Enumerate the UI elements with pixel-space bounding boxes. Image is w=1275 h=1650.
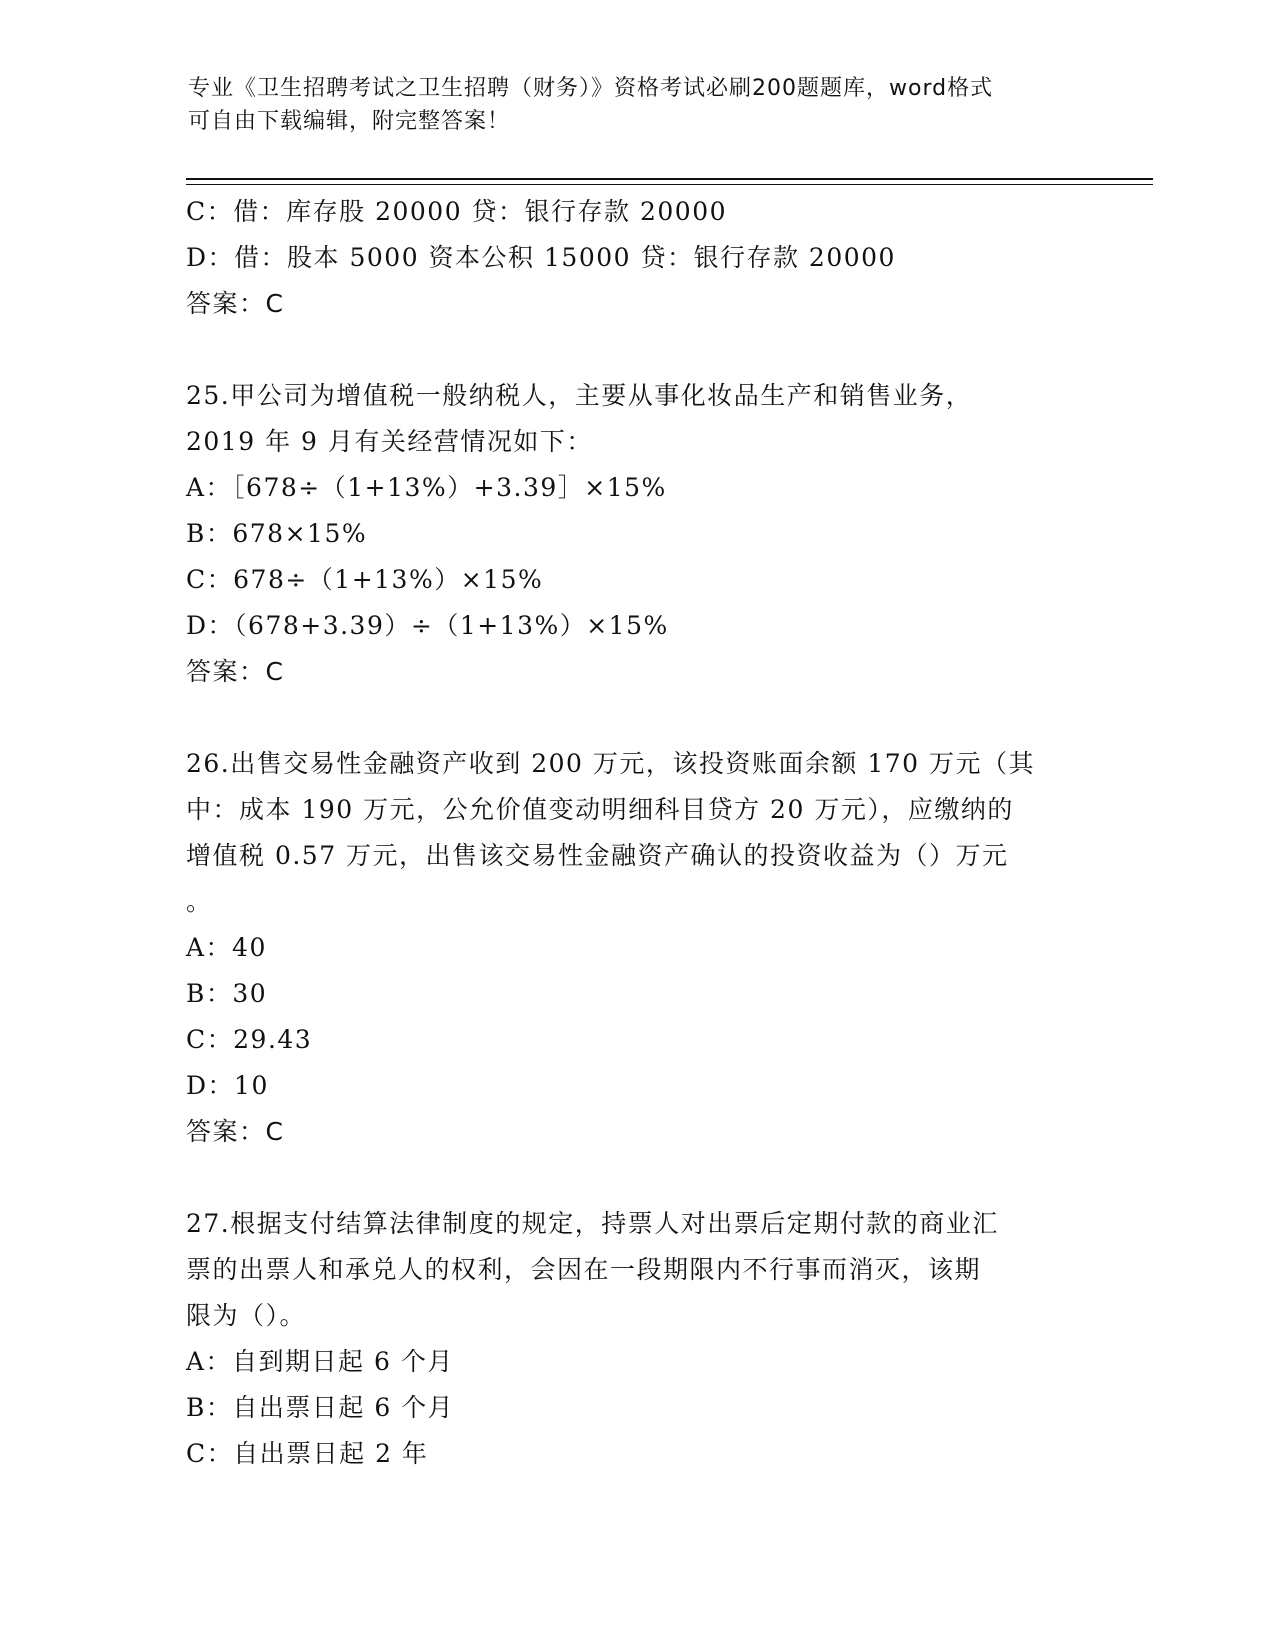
option-a: A：自到期日起 6 个月 xyxy=(186,1347,454,1376)
option-c: C：678÷（1+13%）×15% xyxy=(186,565,544,594)
answer: 答案：C xyxy=(186,1117,285,1146)
answer: 答案：C xyxy=(186,657,285,686)
question-27 xyxy=(186,1201,1086,1477)
answer: 答案：C xyxy=(186,289,285,318)
question-stem-line: 25.甲公司为增值税一般纳税人，主要从事化妆品生产和销售业务， xyxy=(186,381,973,410)
option-b: B：30 xyxy=(186,979,268,1008)
header-divider-thin xyxy=(186,184,1153,185)
page-header xyxy=(188,72,1058,138)
question-stem-line: 。 xyxy=(186,887,213,916)
option-d: D：借：股本 5000 资本公积 15000 贷：银行存款 20000 xyxy=(186,243,896,272)
option-d: D：（678+3.39）÷（1+13%）×15% xyxy=(186,611,669,640)
option-b: B：678×15% xyxy=(186,519,368,548)
option-c: C：自出票日起 2 年 xyxy=(186,1439,429,1468)
question-list xyxy=(186,189,1086,1477)
question-stem-line: 27.根据支付结算法律制度的规定，持票人对出票后定期付款的商业汇 xyxy=(186,1209,999,1238)
spacer xyxy=(186,1155,1086,1201)
option-c: C：借：库存股 20000 贷：银行存款 20000 xyxy=(186,197,728,226)
question-26 xyxy=(186,741,1086,1155)
question-stem-line: 限为（）。 xyxy=(186,1301,307,1330)
spacer xyxy=(186,327,1086,373)
option-a: A：40 xyxy=(186,933,267,962)
question-stem-line: 中：成本 190 万元，公允价值变动明细科目贷方 20 万元），应缴纳的 xyxy=(186,795,1014,824)
question-24 xyxy=(186,189,1086,327)
option-d: D：10 xyxy=(186,1071,269,1100)
question-stem-line: 增值税 0.57 万元，出售该交易性金融资产确认的投资收益为（）万元 xyxy=(186,841,1009,870)
option-c: C：29.43 xyxy=(186,1025,313,1054)
question-25 xyxy=(186,373,1086,695)
question-stem-line: 票的出票人和承兑人的权利，会因在一段期限内不行事而消灭，该期 xyxy=(186,1255,982,1284)
header-divider-thick xyxy=(186,178,1153,180)
question-stem-line: 26.出售交易性金融资产收到 200 万元，该投资账面余额 170 万元（其 xyxy=(186,749,1035,778)
question-stem-line: 2019 年 9 月有关经营情况如下： xyxy=(186,427,593,456)
header-title-line-1: 专业《卫生招聘考试之卫生招聘（财务）》资格考试必刷200题题库，word格式 xyxy=(188,76,994,101)
option-b: B：自出票日起 6 个月 xyxy=(186,1393,455,1422)
spacer xyxy=(186,695,1086,741)
header-title-line-2: 可自由下载编辑，附完整答案！ xyxy=(188,109,511,134)
option-a: A：［678÷（1+13%）+3.39］×15% xyxy=(186,473,667,502)
